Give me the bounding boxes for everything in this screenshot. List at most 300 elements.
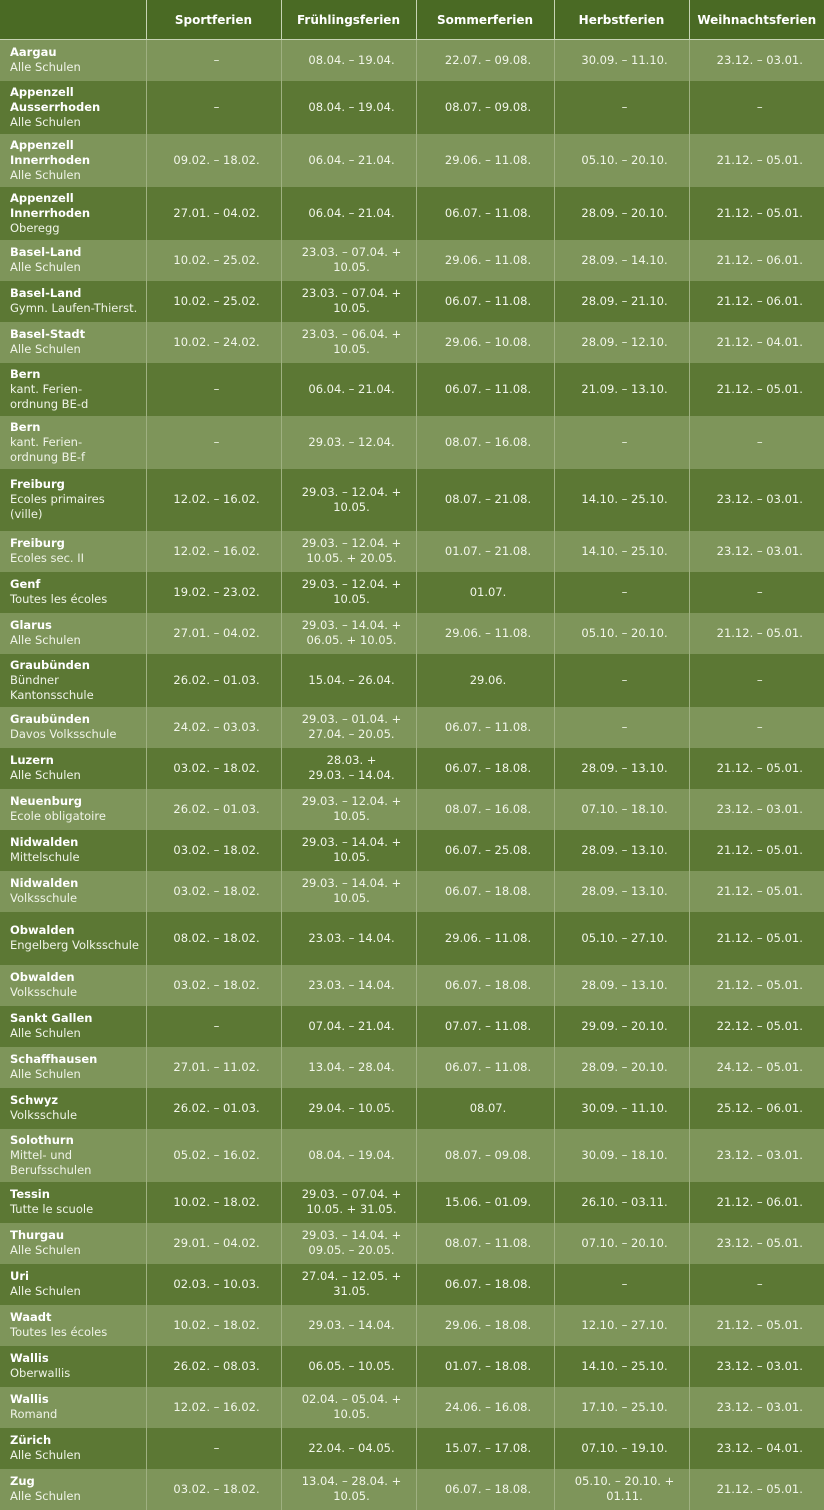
date-range: 23.03. – 06.04. + 10.05. bbox=[301, 327, 402, 356]
weihnachtsferien-cell bbox=[689, 912, 824, 965]
weihnachtsferien-cell bbox=[689, 1047, 824, 1088]
fruehlingsferien-cell bbox=[281, 363, 416, 416]
school-type: Ecoles sec. II bbox=[10, 551, 85, 565]
table-row bbox=[0, 871, 824, 912]
weihnachtsferien-cell bbox=[689, 1129, 824, 1182]
date-range: 07.04. – 21.04. bbox=[308, 1018, 395, 1033]
date-range: 03.02. – 18.02. bbox=[173, 883, 260, 898]
sommerferien-cell bbox=[416, 1428, 554, 1469]
date-range: 24.06. – 16.08. bbox=[444, 1399, 532, 1414]
canton-name: Bern bbox=[10, 419, 41, 434]
school-type: Tutte le scuole bbox=[10, 1202, 94, 1216]
date-range: 29.03. – 12.04. + 10.05. + 20.05. bbox=[301, 536, 402, 565]
school-type: Gymn. Laufen-Thierst. bbox=[10, 301, 138, 315]
weihnachtsferien-cell bbox=[689, 469, 824, 531]
date-range: 23.12. – 04.01. bbox=[716, 1440, 803, 1455]
table-row bbox=[0, 572, 824, 613]
date-range: 29.06. – 11.08. bbox=[444, 152, 532, 167]
table-row bbox=[0, 469, 824, 531]
date-range: 26.10. – 03.11. bbox=[581, 1194, 668, 1209]
weihnachtsferien-cell bbox=[689, 1428, 824, 1469]
canton-cell bbox=[0, 363, 146, 416]
table-row bbox=[0, 240, 824, 281]
date-range: 28.09. – 12.10. bbox=[581, 334, 668, 349]
sportferien-cell bbox=[146, 1223, 281, 1264]
sportferien-cell bbox=[146, 240, 281, 281]
date-range: 10.02. – 18.02. bbox=[173, 1317, 260, 1332]
date-range: – bbox=[756, 1276, 763, 1291]
date-range: 29.03. – 07.04. + 10.05. + 31.05. bbox=[301, 1187, 402, 1216]
date-range: 23.12. – 03.01. bbox=[716, 1358, 803, 1373]
school-type: Alle Schulen bbox=[10, 167, 81, 182]
sportferien-cell bbox=[146, 281, 281, 322]
sportferien-cell bbox=[146, 613, 281, 654]
date-range: 23.03. – 07.04. + 10.05. bbox=[301, 245, 402, 274]
school-type: Engelberg Volksschule bbox=[10, 938, 139, 952]
sommerferien-cell bbox=[416, 1088, 554, 1129]
date-range: 15.06. – 01.09. bbox=[444, 1194, 532, 1209]
sportferien-cell bbox=[146, 1428, 281, 1469]
date-range: 29.03. – 14.04. + 06.05. + 10.05. bbox=[301, 618, 402, 647]
date-range: 24.12. – 05.01. bbox=[716, 1059, 803, 1074]
fruehlingsferien-cell bbox=[281, 707, 416, 748]
weihnachtsferien-cell bbox=[689, 322, 824, 363]
header-canton bbox=[0, 0, 146, 40]
date-range: 05.10. – 20.10. bbox=[581, 152, 668, 167]
canton-name: Solothurn bbox=[10, 1132, 74, 1147]
sommerferien-cell bbox=[416, 1223, 554, 1264]
sportferien-cell bbox=[146, 40, 281, 81]
canton-cell bbox=[0, 912, 146, 965]
date-range: 28.09. – 20.10. bbox=[581, 1059, 668, 1074]
date-range: 23.12. – 05.01. bbox=[716, 1235, 803, 1250]
date-range: 13.04. – 28.04. bbox=[308, 1059, 395, 1074]
date-range: – bbox=[621, 99, 628, 114]
school-type: Toutes les écoles bbox=[10, 1325, 108, 1339]
sommerferien-cell bbox=[416, 748, 554, 789]
date-range: 06.07. – 18.08. bbox=[444, 883, 532, 898]
canton-cell bbox=[0, 1182, 146, 1223]
date-range: 21.12. – 05.01. bbox=[716, 205, 803, 220]
fruehlingsferien-cell bbox=[281, 965, 416, 1006]
date-range: 07.10. – 19.10. bbox=[581, 1440, 668, 1455]
weihnachtsferien-cell bbox=[689, 707, 824, 748]
date-range: 23.12. – 03.01. bbox=[716, 801, 803, 816]
canton-name: Basel-Stadt bbox=[10, 327, 86, 341]
date-range: 06.07. – 18.08. bbox=[444, 977, 532, 992]
date-range: – bbox=[756, 434, 763, 449]
date-range: 15.07. – 17.08. bbox=[444, 1440, 532, 1455]
fruehlingsferien-cell bbox=[281, 1223, 416, 1264]
canton-name: Freiburg bbox=[10, 536, 65, 550]
canton-cell bbox=[0, 613, 146, 654]
date-range: 28.03. + 29.03. – 14.04. bbox=[308, 753, 395, 782]
canton-name: Zug bbox=[10, 1474, 35, 1488]
table-row bbox=[0, 1088, 824, 1129]
date-range: 29.03. – 14.04. + 10.05. bbox=[301, 876, 402, 905]
canton-name: Nidwalden bbox=[10, 835, 79, 849]
date-range: 21.12. – 05.01. bbox=[716, 1317, 803, 1332]
weihnachtsferien-cell bbox=[689, 40, 824, 81]
herbstferien-cell bbox=[554, 1264, 689, 1305]
herbstferien-cell bbox=[554, 789, 689, 830]
herbstferien-cell bbox=[554, 830, 689, 871]
table-row bbox=[0, 912, 824, 965]
date-range: 08.07. – 21.08. bbox=[444, 492, 532, 506]
sportferien-cell bbox=[146, 748, 281, 789]
date-range: 08.04. – 19.04. bbox=[308, 1147, 395, 1162]
date-range: 06.07. – 18.08. bbox=[444, 760, 532, 775]
date-range: 30.09. – 18.10. bbox=[581, 1147, 668, 1162]
school-type: Alle Schulen bbox=[10, 633, 81, 647]
herbstferien-cell bbox=[554, 1182, 689, 1223]
herbstferien-cell bbox=[554, 40, 689, 81]
date-range: 29.03. – 12.04. + 10.05. bbox=[301, 794, 402, 823]
herbstferien-cell bbox=[554, 1346, 689, 1387]
sommerferien-cell bbox=[416, 40, 554, 81]
date-range: 07.07. – 11.08. bbox=[444, 1018, 532, 1033]
date-range: 23.03. – 14.04. bbox=[308, 977, 395, 992]
header-fruehlingsferien: Frühlingsferien bbox=[281, 0, 416, 40]
date-range: 21.12. – 05.01. bbox=[716, 883, 803, 898]
weihnachtsferien-cell bbox=[689, 281, 824, 322]
date-range: – bbox=[213, 1018, 220, 1033]
herbstferien-cell bbox=[554, 1088, 689, 1129]
canton-name: Sankt Gallen bbox=[10, 1011, 93, 1025]
sommerferien-cell bbox=[416, 81, 554, 134]
sommerferien-cell bbox=[416, 416, 554, 469]
weihnachtsferien-cell bbox=[689, 871, 824, 912]
date-range: 08.07. bbox=[469, 1100, 507, 1115]
date-range: 06.07. – 11.08. bbox=[444, 719, 532, 734]
fruehlingsferien-cell bbox=[281, 1428, 416, 1469]
date-range: 23.12. – 03.01. bbox=[716, 543, 803, 558]
canton-name: Freiburg bbox=[10, 477, 65, 491]
fruehlingsferien-cell bbox=[281, 469, 416, 531]
date-range: 06.07. – 25.08. bbox=[444, 842, 532, 857]
canton-name: Appenzell Ausserrhoden bbox=[10, 84, 101, 114]
date-range: 23.03. – 14.04. bbox=[308, 930, 395, 945]
date-range: 25.12. – 06.01. bbox=[716, 1100, 803, 1115]
school-type: Romand bbox=[10, 1407, 58, 1421]
date-range: 10.02. – 25.02. bbox=[173, 252, 260, 267]
herbstferien-cell bbox=[554, 871, 689, 912]
date-range: 05.10. – 27.10. bbox=[581, 930, 668, 945]
herbstferien-cell bbox=[554, 1223, 689, 1264]
fruehlingsferien-cell bbox=[281, 1047, 416, 1088]
table-row bbox=[0, 1223, 824, 1264]
date-range: 15.04. – 26.04. bbox=[308, 672, 395, 687]
sommerferien-cell bbox=[416, 469, 554, 531]
date-range: 23.12. – 03.01. bbox=[716, 52, 803, 67]
sportferien-cell bbox=[146, 363, 281, 416]
table-row bbox=[0, 1387, 824, 1428]
sommerferien-cell bbox=[416, 572, 554, 613]
canton-name: Obwalden bbox=[10, 970, 75, 984]
school-type: Toutes les écoles bbox=[10, 592, 108, 606]
date-range: 21.12. – 05.01. bbox=[716, 930, 803, 945]
date-range: 28.09. – 13.10. bbox=[581, 883, 668, 898]
weihnachtsferien-cell bbox=[689, 81, 824, 134]
school-type: Alle Schulen bbox=[10, 60, 81, 75]
date-range: 21.12. – 05.01. bbox=[716, 760, 803, 775]
sommerferien-cell bbox=[416, 1305, 554, 1346]
date-range: 03.02. – 18.02. bbox=[173, 1481, 260, 1496]
sommerferien-cell bbox=[416, 322, 554, 363]
date-range: 21.12. – 05.01. bbox=[716, 152, 803, 167]
date-range: 26.02. – 01.03. bbox=[173, 1100, 260, 1115]
date-range: 08.07. – 09.08. bbox=[444, 1147, 532, 1162]
weihnachtsferien-cell bbox=[689, 654, 824, 707]
sommerferien-cell bbox=[416, 281, 554, 322]
date-range: 23.12. – 03.01. bbox=[716, 492, 803, 506]
fruehlingsferien-cell bbox=[281, 789, 416, 830]
date-range: 12.10. – 27.10. bbox=[581, 1317, 668, 1332]
canton-name: Appenzell Innerrhoden bbox=[10, 137, 91, 167]
date-range: 01.07. – 18.08. bbox=[444, 1358, 532, 1373]
weihnachtsferien-cell bbox=[689, 748, 824, 789]
fruehlingsferien-cell bbox=[281, 1264, 416, 1305]
date-range: 23.12. – 03.01. bbox=[716, 1147, 803, 1162]
canton-cell bbox=[0, 531, 146, 572]
weihnachtsferien-cell bbox=[689, 1346, 824, 1387]
canton-cell bbox=[0, 965, 146, 1006]
school-type: Volksschule bbox=[10, 1108, 78, 1122]
date-range: 01.07. – 21.08. bbox=[444, 543, 532, 558]
header-sommerferien: Sommerferien bbox=[416, 0, 554, 40]
fruehlingsferien-cell bbox=[281, 912, 416, 965]
canton-cell bbox=[0, 134, 146, 187]
sommerferien-cell bbox=[416, 363, 554, 416]
header-weihnachtsferien: Weihnachtsferien bbox=[689, 0, 824, 40]
canton-cell bbox=[0, 707, 146, 748]
sommerferien-cell bbox=[416, 707, 554, 748]
school-type: Volksschule bbox=[10, 891, 78, 905]
weihnachtsferien-cell bbox=[689, 572, 824, 613]
date-range: 29.03. – 14.04. bbox=[308, 1317, 395, 1332]
sommerferien-cell bbox=[416, 654, 554, 707]
date-range: 06.07. – 11.08. bbox=[444, 381, 532, 396]
date-range: 05.02. – 16.02. bbox=[173, 1147, 260, 1162]
date-range: 12.02. – 16.02. bbox=[173, 543, 260, 558]
canton-cell bbox=[0, 572, 146, 613]
sportferien-cell bbox=[146, 789, 281, 830]
school-type: Ecoles primaires (ville) bbox=[10, 492, 105, 521]
school-type: Mittel- und Berufsschulen bbox=[10, 1147, 92, 1177]
table-row bbox=[0, 1469, 824, 1510]
school-type: Alle Schulen bbox=[10, 1067, 81, 1081]
date-range: 21.12. – 06.01. bbox=[716, 252, 803, 267]
fruehlingsferien-cell bbox=[281, 322, 416, 363]
sommerferien-cell bbox=[416, 1264, 554, 1305]
fruehlingsferien-cell bbox=[281, 40, 416, 81]
sportferien-cell bbox=[146, 81, 281, 134]
sommerferien-cell bbox=[416, 912, 554, 965]
canton-cell bbox=[0, 416, 146, 469]
date-range: 28.09. – 14.10. bbox=[581, 252, 668, 267]
sommerferien-cell bbox=[416, 1129, 554, 1182]
herbstferien-cell bbox=[554, 613, 689, 654]
sportferien-cell bbox=[146, 1264, 281, 1305]
date-range: – bbox=[756, 719, 763, 734]
date-range: 29.06. – 11.08. bbox=[444, 625, 532, 640]
herbstferien-cell bbox=[554, 531, 689, 572]
school-type: Alle Schulen bbox=[10, 768, 81, 782]
canton-cell bbox=[0, 1047, 146, 1088]
canton-name: Glarus bbox=[10, 618, 52, 632]
date-range: 22.04. – 04.05. bbox=[308, 1440, 395, 1455]
table-row bbox=[0, 1047, 824, 1088]
date-range: 14.10. – 25.10. bbox=[581, 543, 668, 558]
canton-cell bbox=[0, 1006, 146, 1047]
table-row bbox=[0, 1305, 824, 1346]
canton-cell bbox=[0, 1223, 146, 1264]
school-type: Davos Volksschule bbox=[10, 727, 117, 741]
date-range: – bbox=[213, 99, 220, 114]
canton-cell bbox=[0, 748, 146, 789]
sportferien-cell bbox=[146, 830, 281, 871]
date-range: 29.09. – 20.10. bbox=[581, 1018, 668, 1033]
canton-name: Wallis bbox=[10, 1351, 49, 1365]
date-range: 06.07. – 11.08. bbox=[444, 293, 532, 308]
herbstferien-cell bbox=[554, 748, 689, 789]
date-range: 21.12. – 06.01. bbox=[716, 293, 803, 308]
weihnachtsferien-cell bbox=[689, 134, 824, 187]
date-range: 29.06. – 11.08. bbox=[444, 930, 532, 945]
herbstferien-cell bbox=[554, 416, 689, 469]
date-range: 29.03. – 12.04. + 10.05. bbox=[301, 484, 402, 514]
date-range: 21.12. – 05.01. bbox=[716, 977, 803, 992]
date-range: 23.03. – 07.04. + 10.05. bbox=[301, 286, 402, 315]
school-type: Oberwallis bbox=[10, 1366, 71, 1380]
canton-name: Neuenburg bbox=[10, 794, 82, 808]
herbstferien-cell bbox=[554, 187, 689, 240]
canton-cell bbox=[0, 1469, 146, 1510]
canton-cell bbox=[0, 187, 146, 240]
date-range: 14.10. – 25.10. bbox=[581, 492, 668, 506]
canton-cell bbox=[0, 1346, 146, 1387]
canton-name: Graubünden bbox=[10, 712, 90, 726]
date-range: – bbox=[756, 672, 763, 687]
date-range: 17.10. – 25.10. bbox=[581, 1399, 668, 1414]
date-range: 29.03. – 12.04. bbox=[308, 434, 395, 449]
table-row bbox=[0, 416, 824, 469]
canton-cell bbox=[0, 830, 146, 871]
sommerferien-cell bbox=[416, 240, 554, 281]
sommerferien-cell bbox=[416, 134, 554, 187]
date-range: 21.12. – 04.01. bbox=[716, 334, 803, 349]
date-range: – bbox=[621, 434, 628, 449]
fruehlingsferien-cell bbox=[281, 572, 416, 613]
sportferien-cell bbox=[146, 134, 281, 187]
canton-cell bbox=[0, 322, 146, 363]
date-range: 10.02. – 24.02. bbox=[173, 334, 260, 349]
date-range: 02.03. – 10.03. bbox=[173, 1276, 260, 1291]
weihnachtsferien-cell bbox=[689, 1006, 824, 1047]
date-range: 01.07. bbox=[469, 584, 507, 599]
date-range: – bbox=[756, 99, 763, 114]
canton-cell bbox=[0, 1088, 146, 1129]
date-range: – bbox=[621, 672, 628, 687]
canton-cell bbox=[0, 240, 146, 281]
sportferien-cell bbox=[146, 1387, 281, 1428]
fruehlingsferien-cell bbox=[281, 1129, 416, 1182]
sommerferien-cell bbox=[416, 1182, 554, 1223]
herbstferien-cell bbox=[554, 469, 689, 531]
sommerferien-cell bbox=[416, 965, 554, 1006]
date-range: 27.01. – 04.02. bbox=[173, 625, 260, 640]
date-range: 22.12. – 05.01. bbox=[716, 1018, 803, 1033]
table-row bbox=[0, 1129, 824, 1182]
date-range: 08.04. – 19.04. bbox=[308, 52, 395, 67]
weihnachtsferien-cell bbox=[689, 1088, 824, 1129]
canton-name: Basel-Land bbox=[10, 245, 82, 259]
weihnachtsferien-cell bbox=[689, 830, 824, 871]
table-row bbox=[0, 281, 824, 322]
sportferien-cell bbox=[146, 1088, 281, 1129]
sommerferien-cell bbox=[416, 187, 554, 240]
weihnachtsferien-cell bbox=[689, 1469, 824, 1510]
fruehlingsferien-cell bbox=[281, 871, 416, 912]
school-type: Mittelschule bbox=[10, 850, 80, 864]
date-range: 19.02. – 23.02. bbox=[173, 584, 260, 599]
school-type: Alle Schulen bbox=[10, 1448, 81, 1462]
date-range: 27.01. – 04.02. bbox=[173, 205, 260, 220]
date-range: – bbox=[213, 434, 220, 449]
sommerferien-cell bbox=[416, 871, 554, 912]
canton-cell bbox=[0, 1129, 146, 1182]
fruehlingsferien-cell bbox=[281, 187, 416, 240]
school-type: Oberegg bbox=[10, 220, 60, 235]
date-range: 03.02. – 18.02. bbox=[173, 977, 260, 992]
canton-cell bbox=[0, 469, 146, 531]
herbstferien-cell bbox=[554, 1469, 689, 1510]
herbstferien-cell bbox=[554, 1006, 689, 1047]
table-row bbox=[0, 789, 824, 830]
fruehlingsferien-cell bbox=[281, 654, 416, 707]
date-range: 26.02. – 01.03. bbox=[173, 672, 260, 687]
fruehlingsferien-cell bbox=[281, 1387, 416, 1428]
weihnachtsferien-cell bbox=[689, 789, 824, 830]
date-range: – bbox=[213, 1440, 220, 1455]
date-range: 12.02. – 16.02. bbox=[173, 1399, 260, 1414]
canton-cell bbox=[0, 871, 146, 912]
table-row bbox=[0, 187, 824, 240]
canton-cell bbox=[0, 789, 146, 830]
school-type: Alle Schulen bbox=[10, 260, 81, 274]
fruehlingsferien-cell bbox=[281, 1469, 416, 1510]
canton-name: Zürich bbox=[10, 1433, 52, 1447]
herbstferien-cell bbox=[554, 240, 689, 281]
date-range: 28.09. – 13.10. bbox=[581, 842, 668, 857]
date-range: 29.06. – 18.08. bbox=[444, 1317, 532, 1332]
canton-cell bbox=[0, 40, 146, 81]
herbstferien-cell bbox=[554, 1305, 689, 1346]
canton-cell bbox=[0, 281, 146, 322]
fruehlingsferien-cell bbox=[281, 1182, 416, 1223]
date-range: – bbox=[621, 719, 628, 734]
date-range: 23.12. – 03.01. bbox=[716, 1399, 803, 1414]
table-row bbox=[0, 1264, 824, 1305]
date-range: 28.09. – 13.10. bbox=[581, 760, 668, 775]
weihnachtsferien-cell bbox=[689, 1387, 824, 1428]
weihnachtsferien-cell bbox=[689, 965, 824, 1006]
date-range: 12.02. – 16.02. bbox=[173, 492, 260, 506]
date-range: 02.04. – 05.04. + 10.05. bbox=[301, 1392, 402, 1421]
weihnachtsferien-cell bbox=[689, 187, 824, 240]
sportferien-cell bbox=[146, 531, 281, 572]
fruehlingsferien-cell bbox=[281, 1006, 416, 1047]
